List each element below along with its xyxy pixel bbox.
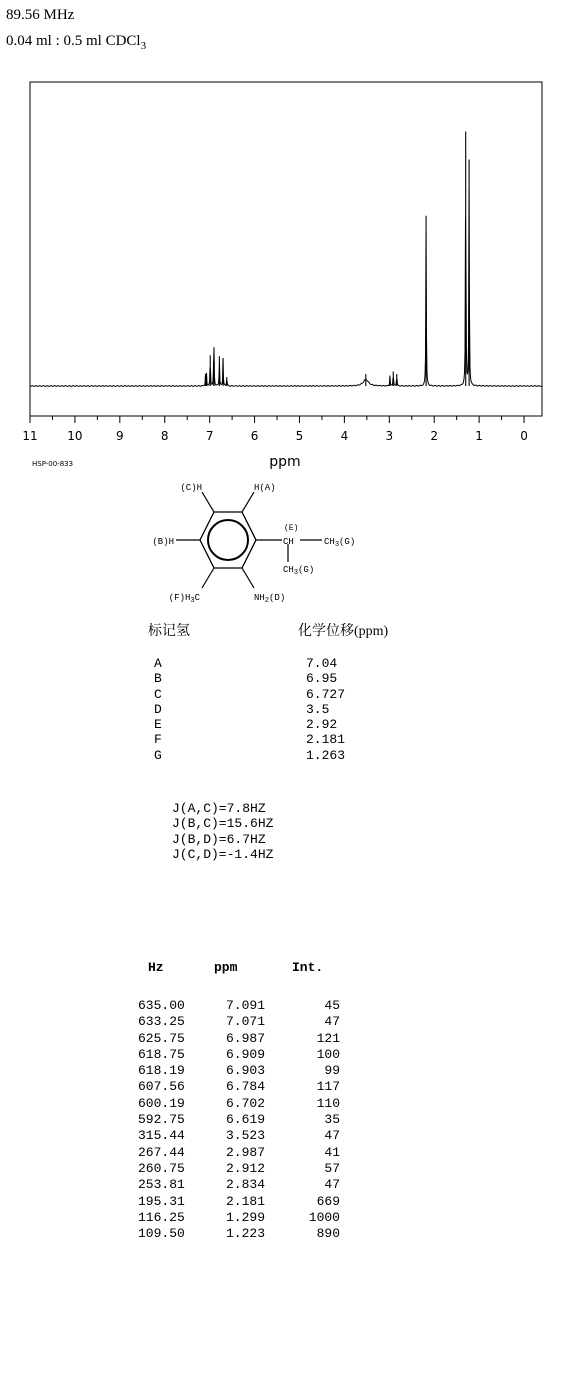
peak-intensity: 110 [316, 1095, 340, 1111]
peak-marks [206, 131, 470, 386]
ch3-right-ch: CH [324, 537, 335, 547]
label-h-a: H(A) [254, 483, 276, 493]
shift-row-label: D [154, 701, 162, 717]
spectrum-id: HSP-00-833 [32, 460, 74, 468]
x-tick-label: 8 [160, 429, 169, 443]
peak-ppm: 6.619 [226, 1112, 266, 1128]
shift-row-value: 2.92 [306, 717, 338, 733]
bond-c [202, 492, 214, 512]
peak-ppm: 2.987 [226, 1144, 266, 1160]
header-hz: Hz [148, 960, 164, 975]
shift-row-label: E [154, 717, 162, 733]
d-suffix: (D) [269, 593, 286, 603]
shift-row-label: F [154, 732, 162, 748]
x-tick-label: 0 [520, 429, 528, 443]
peak-intensity: 41 [324, 1144, 340, 1160]
peak-hz: 109.50 [138, 1226, 185, 1242]
peak-hz: 267.44 [138, 1144, 185, 1160]
peak-row [130, 1014, 360, 1030]
peak-row [130, 1128, 360, 1144]
peak-intensity: 35 [324, 1112, 340, 1128]
ch3-down-sub: 3 [293, 569, 299, 577]
x-tick-label: 3 [385, 429, 394, 443]
peak-intensity: 47 [324, 1177, 340, 1193]
label-ch3-down [283, 565, 314, 577]
shift-row-value: 1.263 [306, 747, 346, 763]
peak-intensity: 669 [316, 1193, 340, 1209]
peak-hz: 116.25 [138, 1209, 185, 1225]
peak-hz: 600.19 [138, 1095, 185, 1111]
peak-hz: 195.31 [138, 1193, 185, 1209]
coupling-constant: J(B,D)=6.7HZ [172, 831, 266, 847]
bond-f [202, 568, 214, 588]
peak-hz: 607.56 [138, 1079, 185, 1095]
f-suffix: C [194, 593, 200, 603]
peak-hz: 618.75 [138, 1046, 185, 1062]
peak-row [130, 1194, 360, 1210]
peak-ppm: 1.223 [226, 1226, 266, 1242]
peak-row [130, 1047, 360, 1063]
d-prefix: NH [254, 593, 265, 603]
label-h-c: (C)H [180, 483, 202, 493]
peak-row [130, 1177, 360, 1193]
label-ch3-right [324, 537, 355, 549]
peak-ppm: 2.834 [226, 1177, 266, 1193]
peak-ppm: 6.903 [226, 1063, 266, 1079]
peak-row [130, 1226, 360, 1242]
ch3-down-suffix: (G) [298, 565, 315, 575]
shift-row-value: 3.5 [306, 701, 330, 717]
label-e: (E) [284, 524, 299, 533]
peak-intensity: 100 [316, 1046, 340, 1062]
x-tick-label: 2 [430, 429, 439, 443]
peak-ppm: 7.091 [226, 998, 266, 1013]
peak-ppm: 6.987 [226, 1030, 266, 1046]
peak-hz: 633.25 [138, 1014, 185, 1030]
x-tick-label: 1 [475, 429, 483, 443]
shift-row-label: A [154, 656, 162, 671]
sample-subscript: 3 [140, 40, 147, 52]
label-h-b: (B)H [152, 537, 174, 547]
coupling-constants [172, 801, 273, 862]
peak-hz: 592.75 [138, 1112, 185, 1128]
ch3-down-ch: CH [283, 565, 294, 575]
peak-ppm: 2.912 [226, 1160, 266, 1176]
shift-row-value: 6.727 [306, 686, 346, 702]
bond-d [242, 568, 254, 588]
peak-table-header [130, 960, 360, 980]
spectrum-header [6, 2, 146, 59]
peak-intensity: 117 [316, 1079, 340, 1095]
peak-ppm: 3.523 [226, 1128, 266, 1144]
peak-ppm: 6.784 [226, 1079, 266, 1095]
peak-intensity: 99 [324, 1063, 340, 1079]
peak-row [130, 998, 360, 1014]
bond-a [242, 492, 254, 512]
spectrometer-frequency: 89.56 MHz [6, 7, 75, 23]
peak-hz: 618.19 [138, 1063, 185, 1079]
peak-hz: 260.75 [138, 1160, 185, 1176]
peak-rows [130, 998, 360, 1242]
peak-row [130, 1161, 360, 1177]
label-nh2-d [254, 593, 285, 605]
shift-row-value: 6.95 [306, 671, 338, 687]
shift-row-label: G [154, 747, 162, 763]
peak-ppm: 6.909 [226, 1046, 266, 1062]
peak-row [130, 1145, 360, 1161]
peak-ppm: 7.071 [226, 1014, 266, 1030]
peak-intensity: 45 [324, 998, 340, 1013]
shift-row-value: 7.04 [306, 656, 338, 671]
x-axis-ticks [22, 416, 527, 443]
d-sub: 2 [264, 597, 270, 605]
peak-ppm: 6.702 [226, 1095, 266, 1111]
coupling-constant: J(B,C)=15.6HZ [172, 816, 274, 832]
peak-row [130, 1063, 360, 1079]
header-hydrogen-label: 标记氢 [148, 624, 190, 639]
header-ppm: ppm [214, 960, 238, 975]
peak-ppm: 2.181 [226, 1193, 266, 1209]
x-tick-label: 7 [205, 429, 214, 443]
molecule-structure [130, 478, 390, 608]
peak-row [130, 1112, 360, 1128]
f-prefix: (F)H [168, 593, 191, 603]
peak-list-table [130, 960, 360, 1242]
sample-prefix: 0.04 ml : 0.5 ml CDCl [6, 33, 141, 49]
peak-intensity: 1000 [308, 1209, 340, 1225]
peak-row [130, 1079, 360, 1095]
x-tick-label: 6 [250, 429, 259, 443]
x-tick-label: 4 [340, 429, 349, 443]
peak-row [130, 1210, 360, 1226]
aromatic-circle [208, 520, 248, 560]
shift-row-label: C [154, 686, 162, 702]
x-axis-label: ppm [269, 454, 301, 470]
peak-hz: 253.81 [138, 1177, 185, 1193]
sample-description [6, 28, 146, 59]
x-tick-label: 10 [67, 429, 83, 443]
peak-intensity: 47 [324, 1128, 340, 1144]
peak-row [130, 1031, 360, 1047]
peak-hz: 315.44 [138, 1128, 185, 1144]
ch3-right-suffix: (G) [339, 537, 356, 547]
peak-intensity: 47 [324, 1014, 340, 1030]
coupling-constant: J(C,D)=-1.4HZ [172, 846, 274, 862]
peak-intensity: 57 [324, 1160, 340, 1176]
header-int: Int. [292, 960, 324, 975]
x-tick-label: 11 [22, 429, 38, 443]
peak-intensity: 890 [316, 1226, 340, 1242]
label-ch: CH [283, 537, 294, 547]
peak-ppm: 1.299 [226, 1209, 266, 1225]
peak-hz: 625.75 [138, 1030, 185, 1046]
header-chemical-shift: 化学位移(ppm) [298, 624, 389, 639]
x-tick-label: 5 [295, 429, 304, 443]
nmr-spectrum-chart [0, 70, 570, 470]
shift-row-label: B [154, 671, 162, 687]
x-tick-label: 9 [116, 429, 124, 443]
ch3-right-sub: 3 [334, 541, 340, 549]
peak-hz: 635.00 [138, 998, 185, 1013]
coupling-constant: J(A,C)=7.8HZ [172, 801, 266, 816]
shift-row-value: 2.181 [306, 732, 346, 748]
peak-intensity: 121 [316, 1030, 340, 1046]
label-ch3-f [169, 593, 201, 605]
peak-row [130, 1096, 360, 1112]
f-sub: 3 [190, 597, 195, 605]
